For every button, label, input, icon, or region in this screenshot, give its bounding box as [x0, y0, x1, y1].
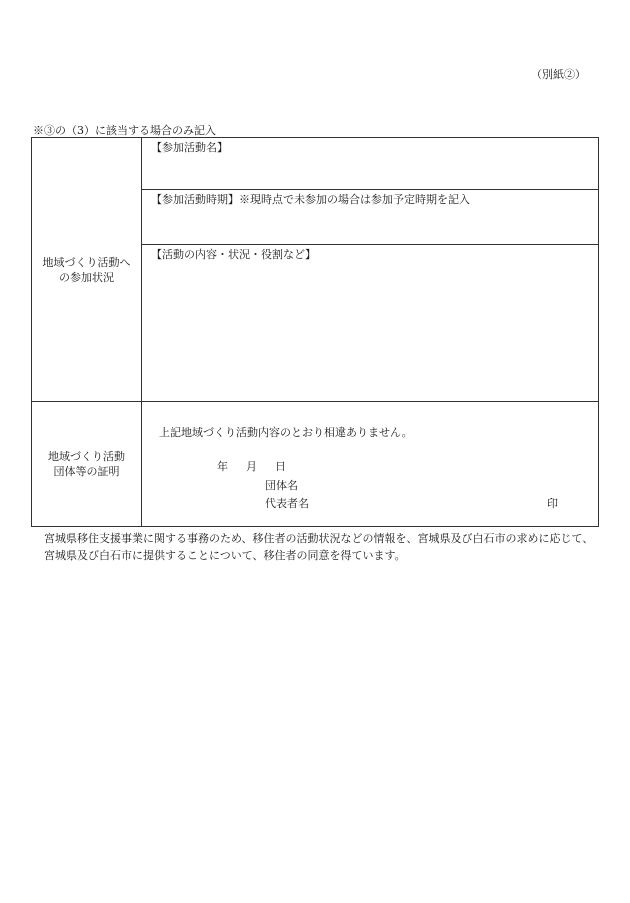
- activity-name-field[interactable]: [142, 138, 599, 190]
- attachment-label: （別紙②）: [531, 68, 586, 81]
- date-day-label: 日: [275, 460, 286, 473]
- consent-text: 宮城県移住支援事業に関する事務のため、移住者の活動状況などの情報を、宮城県及び白石市の求めに応じて、宮城県及び白石市に提供することについて、移住者の同意を得ています。: [44, 532, 594, 562]
- certification-field[interactable]: [142, 402, 599, 527]
- seal-mark: 印: [547, 497, 558, 510]
- participation-label: [32, 138, 142, 402]
- certification-statement: 上記地域づくり活動内容のとおり相違ありません。: [159, 426, 413, 439]
- certification-label-line2: 団体等の証明: [53, 465, 120, 478]
- certification-label-line1: 地域づくり活動: [48, 450, 125, 463]
- activity-period-label: 【参加活動時期】※現時点で未参加の場合は参加予定時期を記入: [151, 193, 470, 206]
- activity-name-label: 【参加活動名】: [151, 141, 228, 154]
- participation-label-line2: の参加状況: [59, 270, 114, 284]
- certification-date[interactable]: [217, 458, 304, 474]
- instruction-note: ※③の（3）に該当する場合のみ記入: [33, 124, 216, 137]
- organization-name-label: 団体名: [265, 479, 298, 492]
- representative-name-label: 代表者名: [265, 497, 309, 510]
- date-year-label: 年: [217, 460, 228, 473]
- date-month-label: 月: [246, 460, 257, 473]
- certification-label: [32, 402, 142, 527]
- activity-period-field[interactable]: [142, 190, 599, 245]
- activity-content-field[interactable]: [142, 245, 599, 402]
- participation-label-line1: 地域づくり活動へ: [42, 255, 131, 269]
- activity-content-label: 【活動の内容・状況・役割など】: [151, 248, 316, 261]
- activity-form-table: [31, 137, 599, 527]
